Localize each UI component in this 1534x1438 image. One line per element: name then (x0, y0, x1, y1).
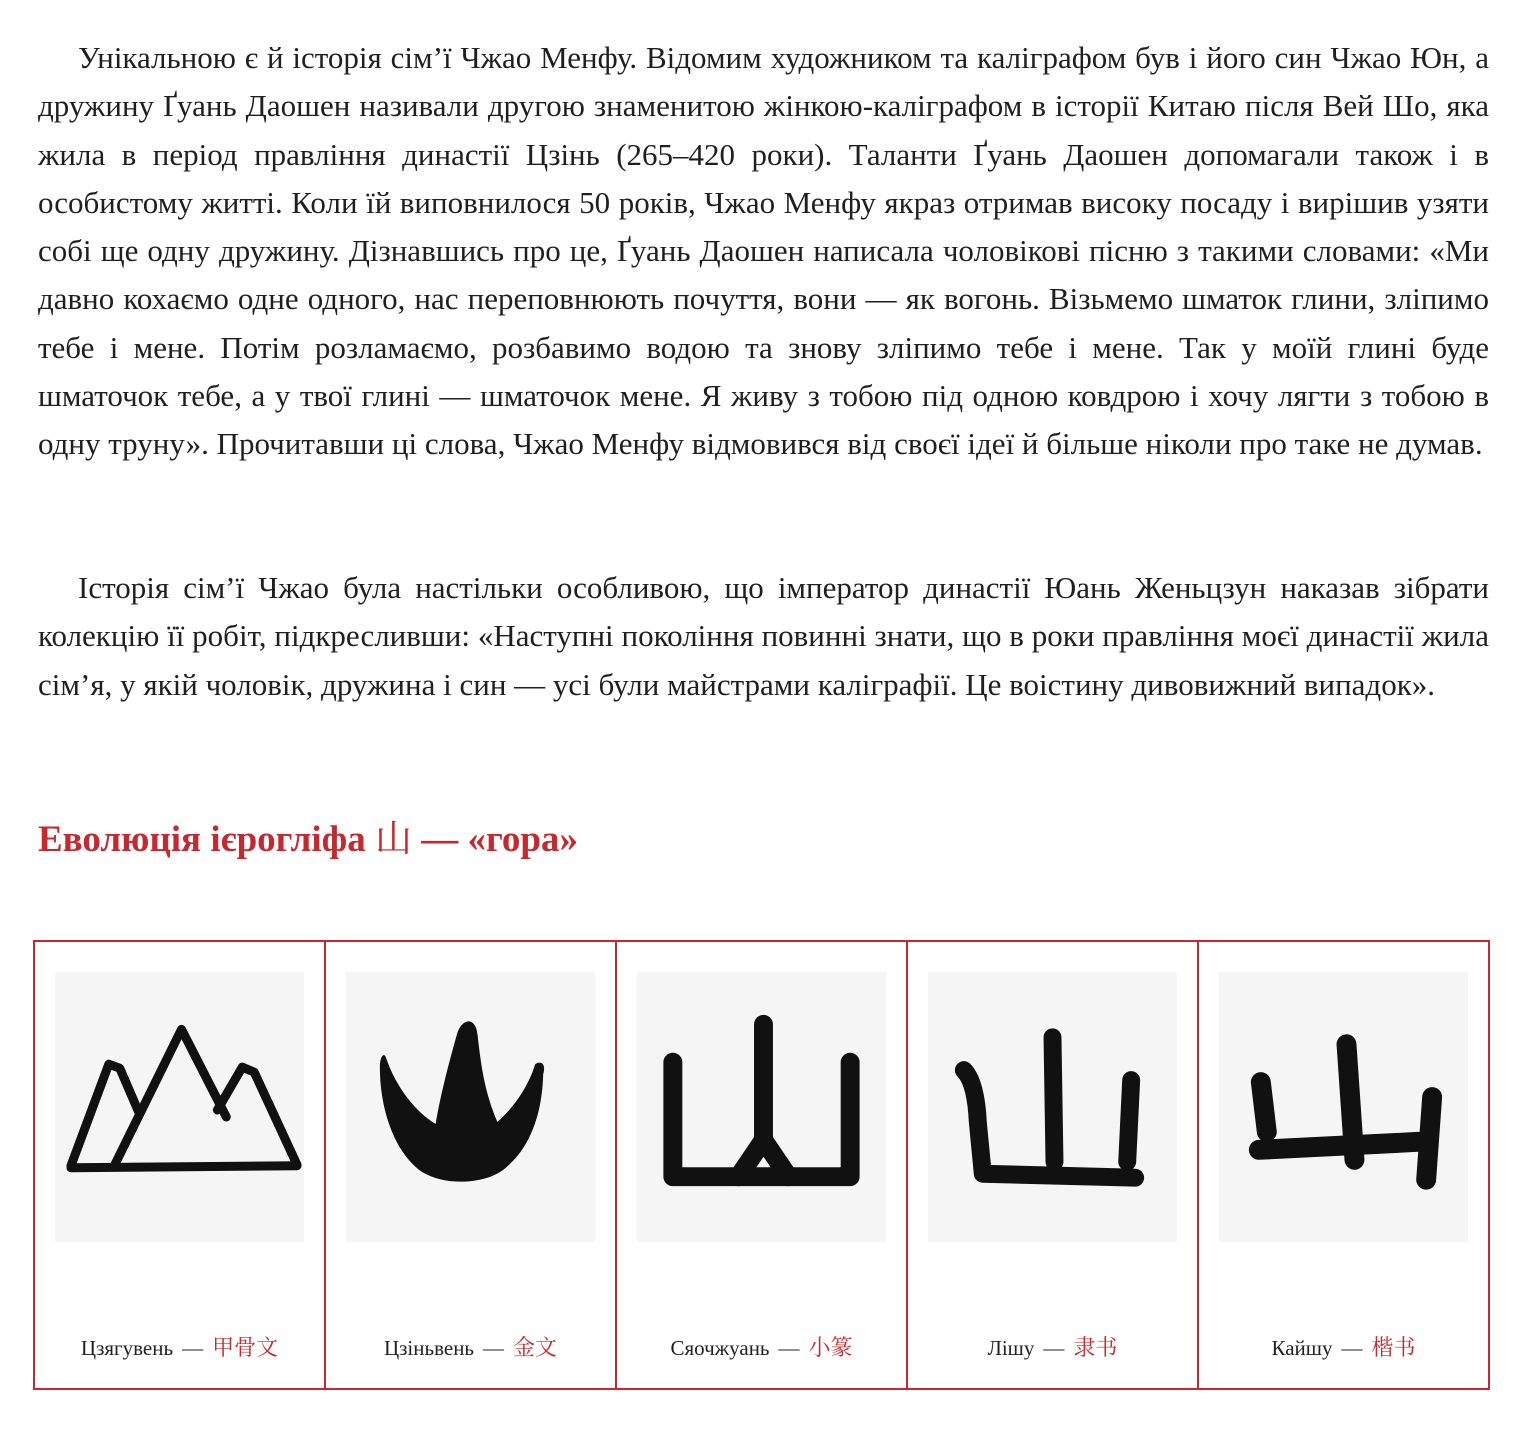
caption-dash: — (182, 1336, 204, 1360)
caption-dash: — (778, 1336, 800, 1360)
evolution-caption (35, 1335, 324, 1362)
clerical-mountain-glyph (928, 972, 1177, 1242)
caption-dash: — (483, 1336, 505, 1360)
evolution-caption (908, 1335, 1197, 1362)
small-seal-glyph-drawing (637, 982, 886, 1232)
script-name: Цзягувень (80, 1336, 174, 1360)
evolution-caption (617, 1335, 906, 1362)
heading-glyph: 山 (374, 819, 412, 860)
oracle-bone-glyph-drawing (55, 982, 304, 1232)
script-name-chinese: 隶书 (1073, 1336, 1118, 1361)
regular-right-stroke (1426, 1097, 1432, 1180)
evolution-cell-clerical (908, 942, 1199, 1388)
heading-suffix: — «гора» (411, 819, 578, 860)
script-name-chinese: 小篆 (808, 1336, 853, 1361)
regular-mountain-glyph (1219, 972, 1468, 1242)
script-name: Кайшу (1271, 1336, 1333, 1360)
evolution-cell-bronze (326, 942, 617, 1388)
regular-left-stroke (1261, 1082, 1267, 1132)
base-stroke (71, 1166, 297, 1168)
script-name: Цзіньвень (383, 1336, 475, 1360)
clerical-glyph-drawing (928, 982, 1177, 1232)
caption-dash: — (1341, 1336, 1363, 1360)
evolution-cell-oracle-bone (35, 942, 326, 1388)
character-evolution-table (33, 940, 1490, 1390)
bronze-mountain-glyph (346, 972, 595, 1242)
regular-base-stroke (1259, 1142, 1418, 1150)
body-paragraph-1: Унікальною є й історія сім’ї Чжао Менфу. Відомим художником та каліграфом був і його син Чжао Юн, а дружину Ґуань Даошен називали другою знаменитою жінкою-каліграфом в історії Китаю після Вей Шо, яка жила в період правління династії Цзінь (265–420 роки). Таланти Ґуань Даошен допомагали також і в особистому житті. Коли їй виповнилося 50 років, Чжао Менфу якраз отримав високу посаду і вирішив узяти собі ще одну дружину. Дізнавшись про це, Ґуань Даошен написала чоловікові пісню з такими словами: «Ми давно кохаємо одне одного, нас переповнюють почуття, вони — як вогонь. Візьмемо шматок глини, зліпимо тебе і мене. Потім розламаємо, розбавимо водою та знову зліпимо тебе і мене. Так у моїй глині буде шматочок тебе, а у твої глині — шматочок мене. Я живу з тобою під одною ковдрою і хочу лягти з тобою в одну труну». Прочитавши ці слова, Чжао Менфу відмовився від своєї ідеї й більше ніколи про таке не думав. (38, 40, 1489, 462)
clerical-center-stroke (1053, 1037, 1055, 1162)
script-name: Лішу (987, 1336, 1035, 1360)
caption-dash: — (1043, 1336, 1065, 1360)
evolution-cell-small-seal (617, 942, 908, 1388)
script-name-chinese: 甲骨文 (212, 1336, 279, 1361)
clerical-right-stroke (1127, 1080, 1131, 1162)
script-name-chinese: 楷书 (1371, 1336, 1416, 1361)
evolution-cell-regular (1199, 942, 1488, 1388)
small-seal-mountain-glyph (637, 972, 886, 1242)
bronze-mountain-shape (380, 1021, 544, 1181)
heading-prefix: Еволюція ієрогліфа (38, 819, 375, 860)
evolution-caption (326, 1335, 615, 1362)
left-peak-stroke (71, 1064, 139, 1166)
body-paragraph-2: Історія сім’ї Чжао була настільки особливою, що імператор династії Юань Женьцзун наказав зібрати колекцію її робіт, підкресливши: «Наступні покоління повинні знати, що в роки правління моєї династії жила сім’я, у якій чоловік, дружина і син — усі були майстрами каліграфії. Це воістину дивовижний випадок». (38, 570, 1489, 702)
evolution-caption (1199, 1335, 1488, 1362)
section-heading (38, 812, 578, 868)
bronze-glyph-drawing (346, 982, 595, 1232)
oracle-bone-mountain-glyph (55, 972, 304, 1242)
script-name: Сяочжуань (670, 1336, 770, 1360)
regular-glyph-drawing (1219, 982, 1468, 1232)
script-name-chinese: 金文 (513, 1336, 558, 1361)
